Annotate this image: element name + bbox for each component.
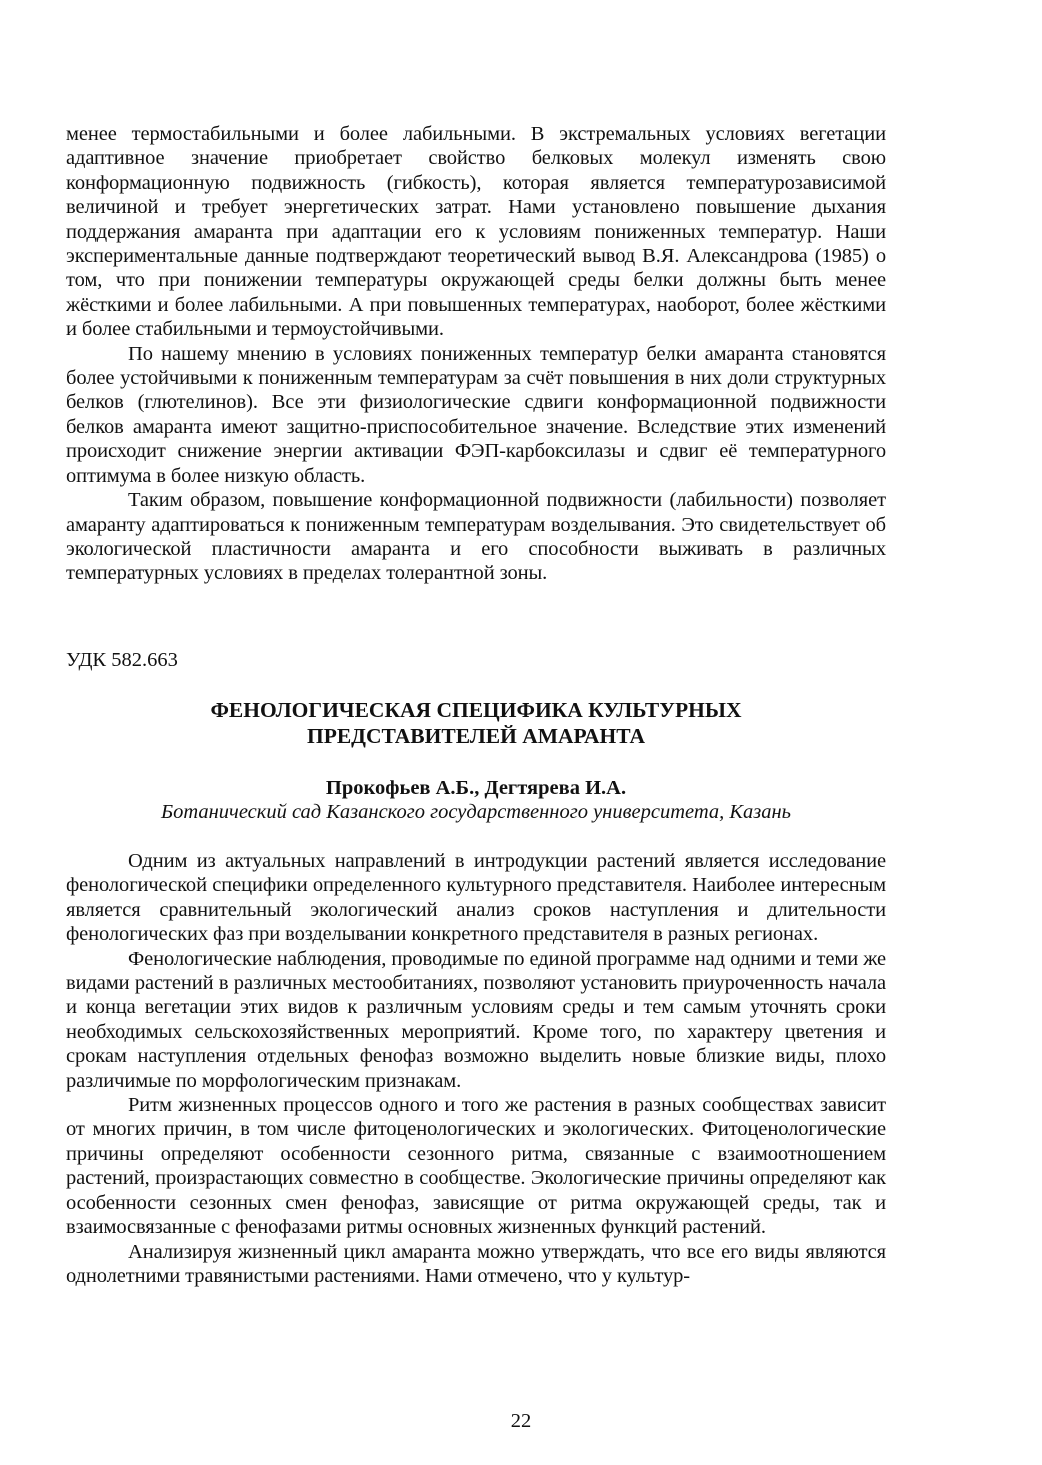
article-title-line: ПРЕДСТАВИТЕЛЕЙ АМАРАНТА (306, 724, 645, 748)
article-title (66, 697, 886, 749)
body-paragraph: По нашему мнению в условиях пониженных температур белки амаранта становятся более устойчивыми к пониженным температурам за счёт повышения в них доли структурных белков (глютелинов). Все эти физиологические сдвиги конформационной подвижности белков амаранта имеют защитно-приспособительное значение. Вследствие этих изменений происходит снижение энергии активации ФЭП-карбоксилазы и сдвиг её температурного оптимума в более низкую область. (66, 342, 886, 487)
article-affiliation: Ботанический сад Казанского государственного университета, Казань (160, 801, 791, 823)
body-paragraph: Анализируя жизненный цикл амаранта можно утверждать, что все его виды являются однолетними травянистыми растениями. Нами отмечено, что у культур- (66, 1240, 886, 1287)
previous-article-continuation (66, 122, 886, 586)
article-body (66, 849, 886, 1288)
body-paragraph: Ритм жизненных процессов одного и того же растения в разных сообществах зависит от многих причин, в том числе фитоценологических и экологических. Фитоценологические причины определяют особенности сезонного ритма, связанные с взаимоотношением растений, произрастающих совместно в сообществе. Экологические причины определяют как особенности сезонных смен фенофаз, зависящие от ритма окружающей среды, так и взаимосвязанные с фенофазами ритмы основных жизненных функций растений. (66, 1094, 886, 1239)
article-title-line: ФЕНОЛОГИЧЕСКАЯ СПЕЦИФИКА КУЛЬТУРНЫХ (210, 698, 742, 722)
body-paragraph: Одним из актуальных направлений в интродукции растений является исследование фенологической специфики определенного культурного представителя. Наиболее интересным является сравнительный экологический анализ сроков наступления и длительности фенологических фаз при возделывании конкретного представителя в разных регионах. (66, 850, 886, 946)
body-paragraph: Фенологические наблюдения, проводимые по единой программе над одними и теми же видами растений в различных местообитаниях, позволяют установить приуроченность начала и конца вегетации этих видов к различным условиям среды и тем самым уточнять сроки необходимых сельскохозяйственных мероприятий. Кроме того, по характеру цветения и срокам наступления отдельных фенофаз возможно выделить новые близкие виды, плохо различимые по морфологическим признакам. (66, 947, 886, 1092)
udk-code: УДК 582.663 (66, 649, 178, 671)
body-paragraph: менее термостабильными и более лабильными. В экстремальных условиях вегетации адаптивное значение приобретает свойство белковых молекул изменять свою конформационную подвижность (гибкость), которая является температурозависимой величиной и требует энергетических затрат. Нами установлено повышение дыхания поддержания амаранта при адаптации его к условиям пониженных температур. Наши экспериментальные данные подтверждают теоретический вывод В.Я. Александрова (1985) о том, что при понижении температуры окружающей среды белки должны быть менее жёсткими и более лабильными. А при повышенных температурах, наоборот, более жёсткими и более стабильными и термоустойчивыми. (66, 123, 886, 341)
body-paragraph: Таким образом, повышение конформационной подвижности (лабильности) позволяет амаранту адаптироваться к пониженным температурам возделывания. Это свидетельствует об экологической пластичности амаранта и его способности выживать в различных температурных условиях в пределах толерантной зоны. (66, 489, 886, 585)
page-number: 22 (510, 1410, 532, 1432)
article-authors: Прокофьев А.Б., Дегтярева И.А. (325, 777, 627, 799)
